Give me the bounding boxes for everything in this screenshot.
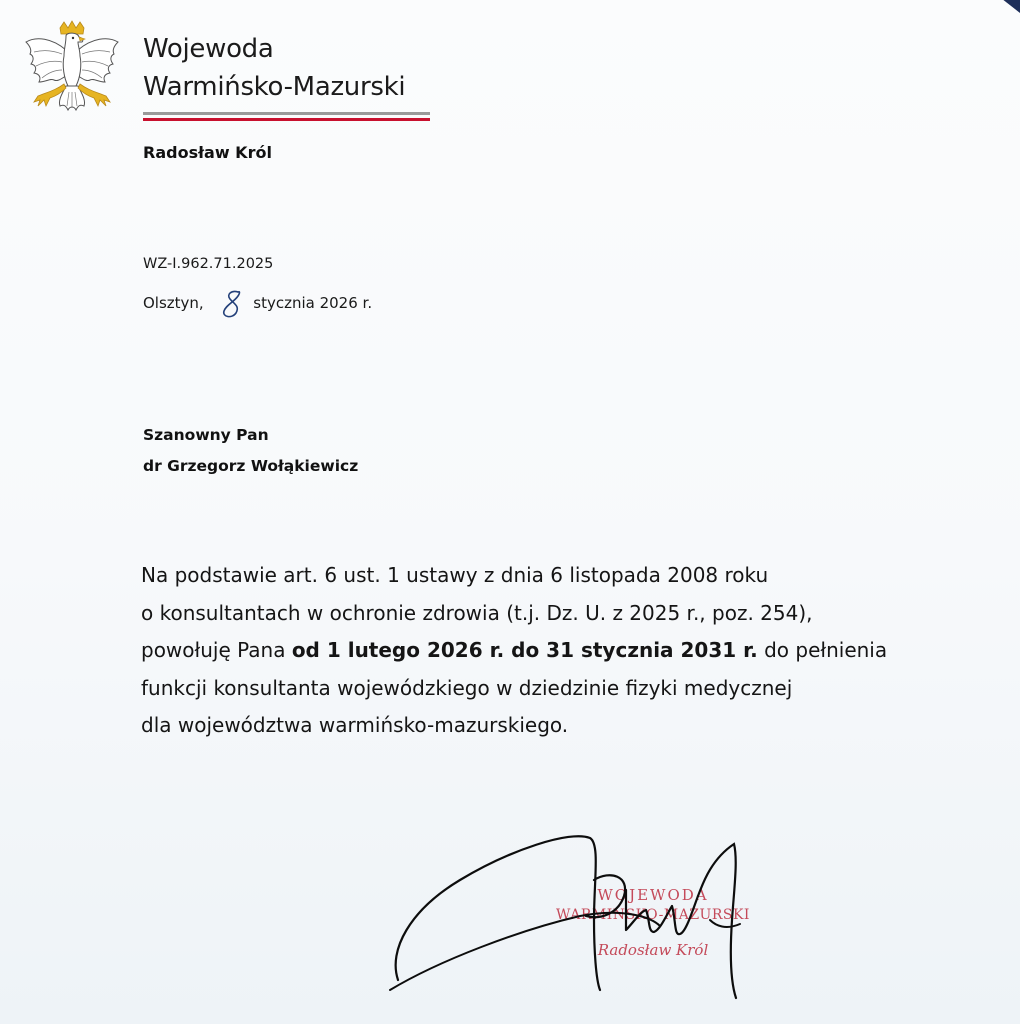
official-name: Radosław Król: [143, 143, 272, 162]
appointment-period: od 1 lutego 2026 r. do 31 stycznia 2031 r.: [291, 638, 758, 662]
place-date-line: [143, 294, 372, 312]
office-title-line2: Warmińsko-Mazurski: [143, 72, 406, 102]
office-title-line1: Wojewoda: [143, 34, 274, 64]
polish-eagle-emblem-icon: [22, 20, 122, 128]
handwritten-signature-icon: [380, 820, 780, 1010]
body-line-3-pre: powołuję Pana: [141, 638, 292, 662]
date-city: Olsztyn,: [143, 294, 204, 312]
body-line-3-post: do pełnienia: [757, 638, 888, 662]
reference-number: WZ-I.962.71.2025: [143, 256, 274, 272]
stamp-line-3: Radosław Król: [597, 941, 709, 959]
stamp-line-2: WARMIŃSKO-MAZURSKI: [556, 907, 750, 923]
body-line-4: funkcji konsultanta wojewódzkiego w dziedzinie fizyki medycznej: [141, 675, 793, 700]
corner-fold-mark: [990, 0, 1020, 30]
body-line-3: [141, 632, 971, 670]
body-line-5: dla województwa warmińsko-mazurskiego.: [141, 713, 569, 737]
office-title: [143, 30, 405, 106]
body-line-1: Na podstawie art. 6 ust. 1 ustawy z dnia 6 listopada 2008 roku: [141, 563, 769, 587]
recipient-block: [143, 420, 358, 482]
letter-body: [141, 557, 971, 745]
body-line-2: o konsultantach w ochronie zdrowia (t.j. Dz. U. z 2025 r., poz. 254),: [141, 600, 813, 625]
stamp-line-1: WOJEWODA: [597, 886, 709, 904]
date-month-year: stycznia 2026 r.: [253, 294, 373, 312]
recipient-name: dr Grzegorz Wołąkiewicz: [143, 457, 359, 475]
handwritten-day-digit-icon: [214, 288, 254, 322]
header-rule-red: [143, 118, 430, 121]
recipient-salutation: Szanowny Pan: [143, 426, 269, 444]
header-rule-grey: [143, 112, 430, 115]
